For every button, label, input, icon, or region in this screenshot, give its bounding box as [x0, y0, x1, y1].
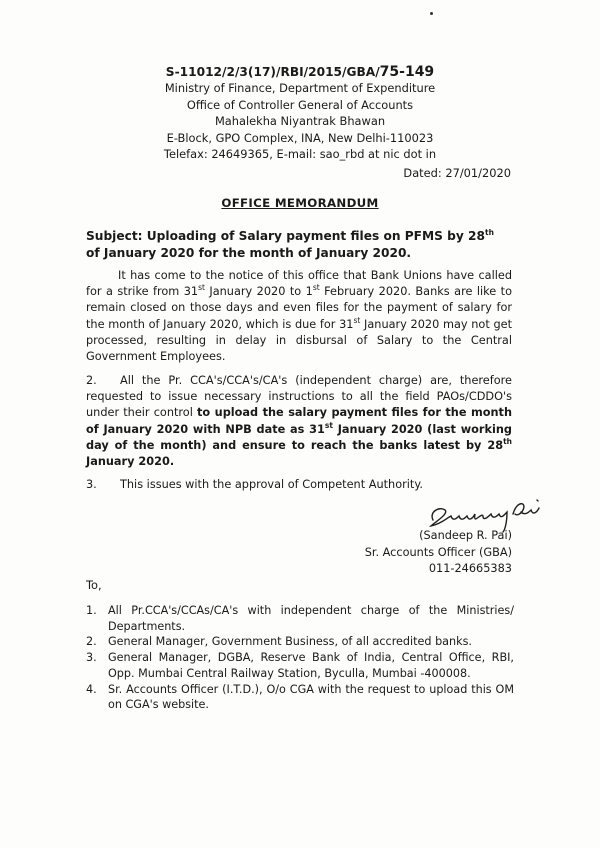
- signatory-designation: Sr. Accounts Officer (GBA): [364, 545, 512, 559]
- letterhead-ministry: Ministry of Finance, Department of Expenditure: [164, 81, 436, 96]
- subject-line: Subject: Uploading of Salary payment files on PFMS by 28th of January 2020 for the month of January 2020.: [86, 227, 494, 260]
- paragraph-3: 3. This issues with the approval of Competent Authority.: [86, 478, 424, 491]
- list-item: 2. General Manager, Government Business, of all accredited banks.: [86, 635, 472, 649]
- reference-number: S-11012/2/3(17)/RBI/2015/GBA/75-149: [165, 64, 435, 80]
- list-item: 1. All Pr.CCA's/CCAs/CA's with independent charge of the Ministries/ Departments.: [86, 604, 514, 633]
- date-line: Dated: 27/01/2020: [403, 166, 511, 180]
- signatory-block: [340, 528, 512, 578]
- scan-speck: [430, 12, 433, 15]
- recipient-list: [86, 603, 514, 713]
- letterhead-address: E-Block, GPO Complex, INA, New Delhi-110023: [166, 130, 434, 145]
- letterhead-building: Mahalekha Niyantrak Bhawan: [214, 114, 386, 129]
- paragraph-1: It has come to the notice of this office that Bank Unions have called for a strike from 31st January 2020 to 1st February 2020. Banks are like to remain closed on those days and even files for the payment of salary for the month of January 2020, which is due for 31st January 2020 may not get processed, resulting in delay in disbursal of Salary to the Central Government Employees.: [86, 269, 513, 364]
- page-title: OFFICE MEMORANDUM: [221, 196, 379, 210]
- letterhead: [0, 64, 600, 162]
- letterhead-office: Office of Controller General of Accounts: [186, 97, 414, 112]
- letterhead-contact: Telefax: 24649365, E-mail: sao_rbd at nic dot in: [163, 147, 437, 162]
- paragraph-2: 2. All the Pr. CCA's/CCA's/CA's (independent charge) are, therefore requested to issue necessary instructions to all the field PAOs/CDDO's under their control to upload the salary payment files for the month of January 2020 with NPB date as 31st January 2020 (last working day of the month) and ensure to reach the banks latest by 28th January 2020.: [86, 374, 512, 469]
- to-label: To,: [86, 578, 102, 592]
- list-item: 4. Sr. Accounts Officer (I.T.D.), O/o CGA with the request to upload this OM on CGA's website.: [86, 682, 514, 712]
- list-item: 3. General Manager, DGBA, Reserve Bank of India, Central Office, RBI, Opp. Mumbai Central Railway Station, Byculla, Mumbai -400008.: [86, 651, 514, 680]
- signatory-name: (Sandeep R. Pai): [419, 529, 512, 542]
- signatory-phone: 011-24665383: [428, 562, 512, 575]
